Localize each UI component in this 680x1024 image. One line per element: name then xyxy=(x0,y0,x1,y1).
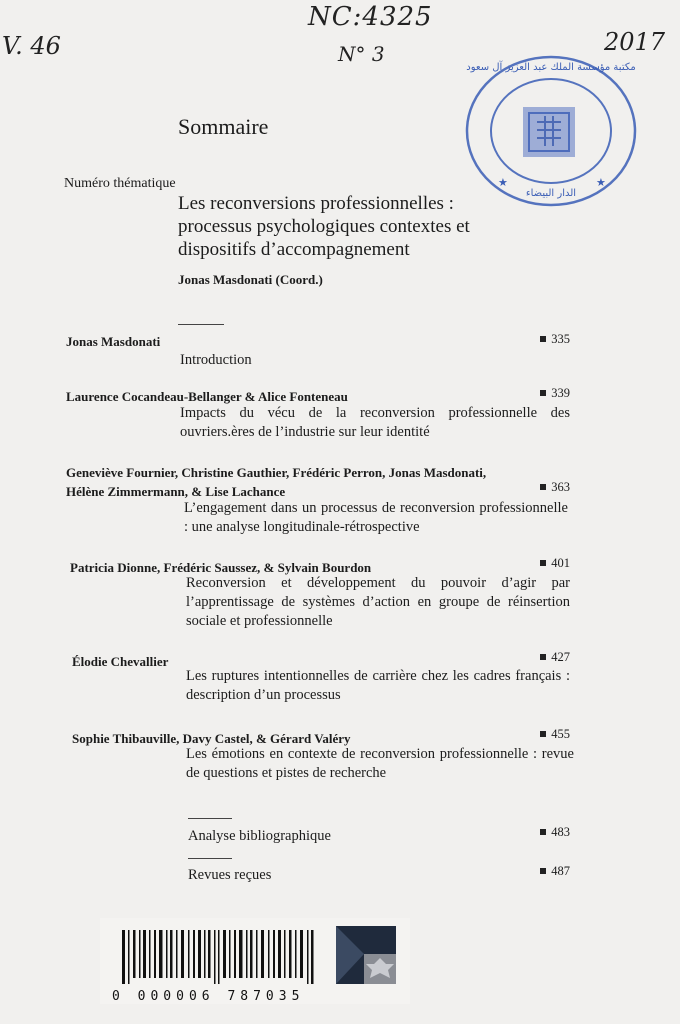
extra-page: 487 xyxy=(540,864,570,879)
square-bullet-icon xyxy=(540,560,546,566)
entry-authors: Patricia Dionne, Frédéric Saussez, & Sylvain Bourdon xyxy=(70,560,372,575)
divider xyxy=(178,324,224,325)
entry-title: Introduction xyxy=(180,352,252,368)
entry-title: Les ruptures intentionnelles de carrière chez les cadres français : description d’un processus xyxy=(186,668,570,703)
entry-page: 455 xyxy=(540,727,570,742)
entry-authors: Hélène Zimmermann, & Lise Lachance xyxy=(66,484,286,499)
divider xyxy=(188,818,232,819)
entry-authors: Jonas Masdonati xyxy=(66,334,161,349)
handwritten-year: 2017 xyxy=(604,28,666,56)
square-bullet-icon xyxy=(540,336,546,342)
entry-page: 339 xyxy=(540,386,570,401)
entry-title: Impacts du vécu de la reconversion professionnelle des ouvriers.ères de l’industrie sur leur identité xyxy=(180,405,570,440)
entry-authors: Élodie Chevallier xyxy=(72,654,169,669)
svg-text:★: ★ xyxy=(498,176,508,189)
entry-authors: Geneviève Fournier, Christine Gauthier, Frédéric Perron, Jonas Masdonati, xyxy=(66,465,487,480)
publisher-logo xyxy=(336,926,396,984)
entry-page: 335 xyxy=(540,332,570,347)
entry-title: L’engagement dans un processus de reconversion professionnelle : une analyse longitudinale-rétrospective xyxy=(184,500,568,535)
coordinator: Jonas Masdonati (Coord.) xyxy=(178,272,323,287)
square-bullet-icon xyxy=(540,390,546,396)
entry-title: Les émotions en contexte de reconversion professionnelle : revue de questions et pistes de recherche xyxy=(186,746,574,781)
page-title: Sommaire xyxy=(178,114,269,139)
extra-title: Revues reçues xyxy=(188,867,272,883)
barcode-digits: 0 000006 787035 xyxy=(112,989,305,1004)
entry-page: 401 xyxy=(540,556,570,571)
handwritten-issue-number: N° 3 xyxy=(338,42,385,66)
handwritten-volume: V. 46 xyxy=(2,32,61,60)
square-bullet-icon xyxy=(540,484,546,490)
entry-title: Reconversion et développement du pouvoir d’agir par l’apprentissage de systèmes d’action en groupe de réinsertion sociale et professionnelle xyxy=(186,575,570,629)
barcode xyxy=(100,918,410,1004)
square-bullet-icon xyxy=(540,731,546,737)
square-bullet-icon xyxy=(540,654,546,660)
extra-title: Analyse bibliographique xyxy=(188,828,331,844)
handwritten-call-number: NC:4325 xyxy=(308,2,433,32)
svg-text:★: ★ xyxy=(596,176,606,189)
stamp-city-text: الدار البيضاء xyxy=(525,188,577,199)
theme-title: Les reconversions professionnelles : processus psychologiques contextes et dispositifs d’accompagnement xyxy=(178,193,470,260)
extra-page: 483 xyxy=(540,825,570,840)
entry-page: 427 xyxy=(540,650,570,665)
square-bullet-icon xyxy=(540,868,546,874)
entry-authors: Laurence Cocandeau-Bellanger & Alice Fonteneau xyxy=(66,389,348,404)
divider xyxy=(188,858,232,859)
stamp-arabic-text: مكتبة مؤسسة الملك عبد العزيز آل سعود xyxy=(466,62,636,73)
issue-type-label: Numéro thématique xyxy=(64,176,176,191)
square-bullet-icon xyxy=(540,829,546,835)
library-stamp xyxy=(462,52,640,210)
entry-authors: Sophie Thibauville, Davy Castel, & Gérard Valéry xyxy=(72,731,351,746)
entry-page: 363 xyxy=(540,480,570,495)
